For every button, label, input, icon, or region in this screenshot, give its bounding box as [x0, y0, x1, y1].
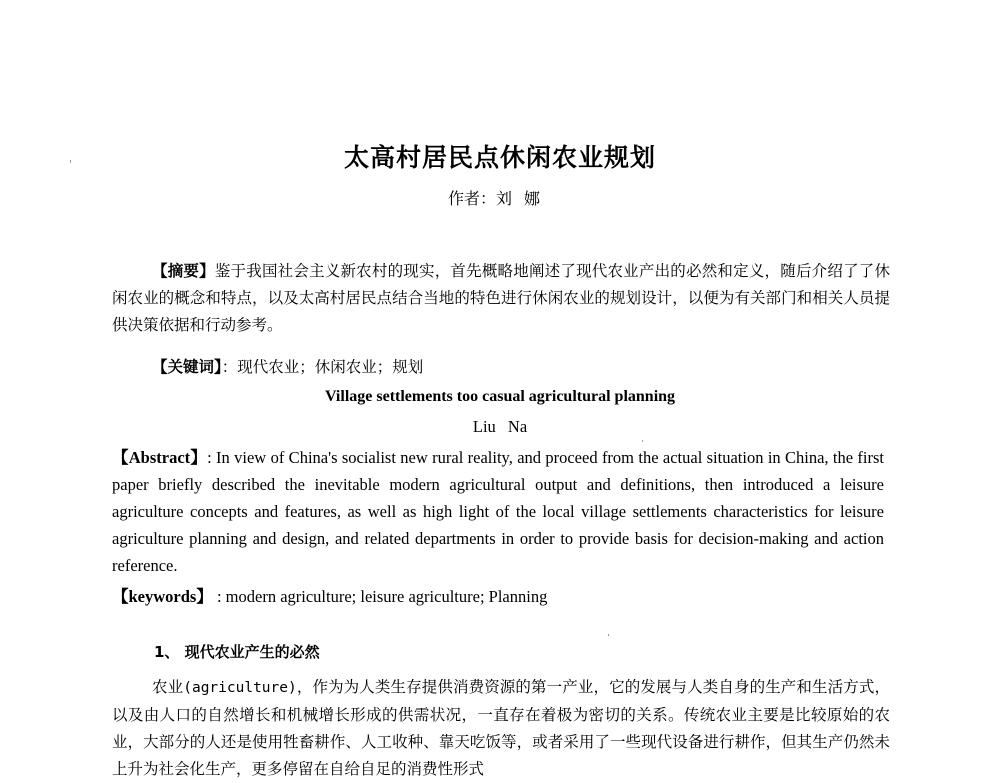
author-label: 作者： [447, 189, 496, 208]
paragraph-rest: ，作为为人类生存提供消费资源的第一产业，它的发展与人类自身的生产和生活方式，以及由人口的自然增长和机械增长形成的供需状况，一直存在着极为密切的关系。传统农业主要是比较原始的农业，大部分的人还是使用牲畜耕作、人工收种、靠天吃饭等，或者采用了一些现代设备进行耕作，但其生产仍然未上升为社会化生产，更多停留在自给自足的消费性形式 [112, 678, 890, 778]
english-abstract [112, 444, 884, 579]
chinese-abstract [112, 257, 890, 339]
english-keywords [112, 583, 884, 610]
scan-speck [608, 634, 609, 636]
agriculture-term: (agriculture) [183, 680, 297, 696]
english-keywords-text: : modern agriculture; leisure agriculture; Planning [212, 587, 548, 606]
chinese-keywords [112, 353, 890, 381]
english-abstract-label: 【Abstract】 [112, 448, 208, 467]
section-1-heading: 1、 现代农业产生的必然 [154, 643, 320, 661]
author-name: 刘娜 [496, 189, 553, 208]
chinese-keywords-text: ：现代农业；休闲农业；规划 [221, 358, 424, 376]
paragraph-start: 农业 [152, 678, 184, 696]
english-keywords-label: 【keywords】 [112, 587, 213, 606]
english-title: Village settlements too casual agricultural planning [324, 388, 676, 405]
english-author: Liu Na [472, 417, 528, 436]
section-1-paragraph [112, 674, 890, 783]
author-line [0, 188, 1000, 210]
chinese-keywords-label: 【关键词】 [152, 357, 222, 376]
chinese-abstract-text: 鉴于我国社会主义新农村的现实，首先概略地阐述了现代农业产出的必然和定义，随后介绍了了休闲农业的概念和特点，以及太高村居民点结合当地的特色进行休闲农业的规划设计，以便为有关部门和相关人员提供决策依据和行动参考。 [112, 262, 890, 334]
english-abstract-text: : In view of China's socialist new rural reality, and proceed from the actual situation in China, the first paper briefly described the inevitable modern agricultural output and definitions, then introduced a leisure agriculture concepts and features, as well as high light of the local village settlements characteristics for leisure agriculture planning and design, and related departments in order to provide basis for decision-making and action reference. [112, 448, 885, 575]
scan-speck [642, 440, 643, 442]
paper-title: 太高村居民点休闲农业规划 [343, 143, 656, 172]
chinese-abstract-label: 【摘要】 [152, 261, 215, 280]
